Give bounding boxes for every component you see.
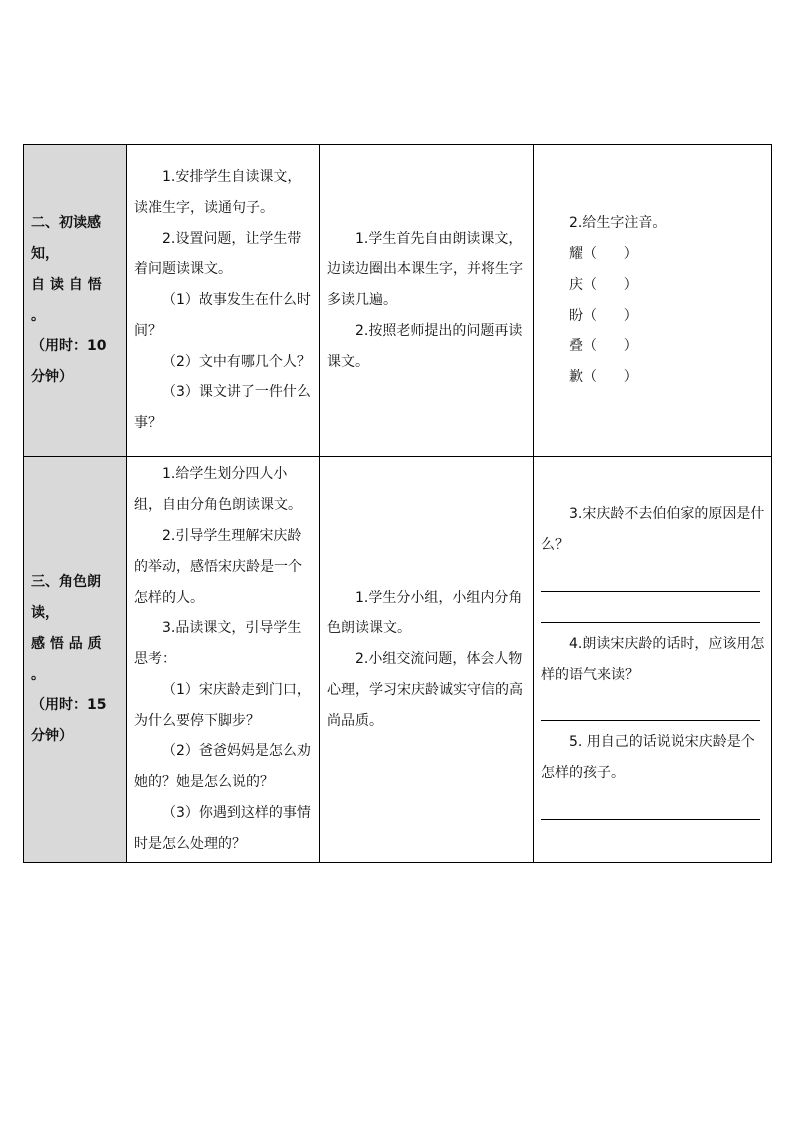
teacher-step: 2.引导学生理解宋庆龄的举动，感悟宋庆龄是一个怎样的人。 — [134, 527, 302, 606]
pinyin-blank: 耀（ ） — [569, 245, 638, 262]
stage-label: 感 悟 品 质 。 — [31, 635, 102, 683]
stage-label: （用时：10 — [31, 338, 107, 355]
teacher-step: （1）宋庆龄走到门口，为什么要停下脚步？ — [134, 681, 311, 729]
teacher-activity-cell — [127, 145, 320, 457]
teacher-step: 3.品读课文，引导学生思考： — [134, 620, 302, 668]
stage-label: 二、初读感知， — [31, 215, 101, 262]
teacher-step: （3）你遇到这样的事情时是怎么处理的？ — [134, 805, 311, 852]
teacher-step: （3）课文讲了一件什么事？ — [134, 384, 311, 432]
exercise-cell — [534, 145, 772, 457]
teacher-activity-cell — [127, 457, 320, 863]
student-step: 1.学生首先自由朗读课文，边读边圈出本课生字，并将生字多读几遍。 — [327, 230, 523, 309]
pinyin-blank: 庆（ ） — [569, 276, 638, 293]
exercise-question: 5. 用自己的话说说宋庆龄是个怎样的孩子。 — [541, 734, 755, 782]
table-row — [24, 145, 772, 457]
table-row — [24, 457, 772, 863]
teacher-step: 2.设置问题，让学生带着问题读课文。 — [134, 230, 302, 278]
teacher-step: （2）爸爸妈妈是怎么劝她的？她是怎么说的？ — [134, 743, 311, 791]
lesson-plan-table — [23, 144, 772, 863]
stage-label: 三、角色朗读， — [31, 574, 101, 621]
teacher-step: 1.给学生划分四人小组，自由分角色朗读课文。 — [134, 466, 302, 514]
stage-label: 分钟） — [31, 369, 73, 386]
student-step: 2.按照老师提出的问题再读课文。 — [327, 322, 523, 370]
exercise-question: 3.宋庆龄不去伯伯家的原因是什么？ — [541, 506, 765, 553]
exercise-question: 4.朗读宋庆龄的话时，应该用怎样的语气来读？ — [541, 635, 765, 683]
teacher-step: 1.安排学生自读课文，读准生字，读通句子。 — [134, 168, 302, 216]
answer-line — [541, 561, 760, 592]
stage-cell — [24, 457, 127, 863]
pinyin-blank: 盼（ ） — [569, 307, 638, 324]
teacher-step: （2）文中有哪几个人？ — [162, 353, 311, 370]
answer-line — [541, 592, 760, 623]
student-step: 1.学生分小组，小组内分角色朗读课文。 — [327, 589, 523, 637]
stage-label: 分钟） — [31, 728, 73, 745]
answer-line — [541, 789, 760, 820]
student-activity-cell — [320, 457, 534, 863]
stage-label: 自 读 自 悟 。 — [31, 276, 102, 324]
stage-cell — [24, 145, 127, 457]
exercise-cell — [534, 457, 772, 863]
pinyin-blank: 叠（ ） — [569, 338, 638, 355]
pinyin-blank: 歉（ ） — [569, 369, 638, 386]
exercise-prompt: 2.给生字注音。 — [569, 215, 667, 232]
teacher-step: （1）故事发生在什么时间？ — [134, 292, 311, 339]
student-step: 2.小组交流问题，体会人物心理，学习宋庆龄诚实守信的高尚品质。 — [327, 651, 523, 729]
student-activity-cell — [320, 145, 534, 457]
stage-label: （用时：15 — [31, 697, 107, 714]
answer-line — [541, 690, 760, 721]
